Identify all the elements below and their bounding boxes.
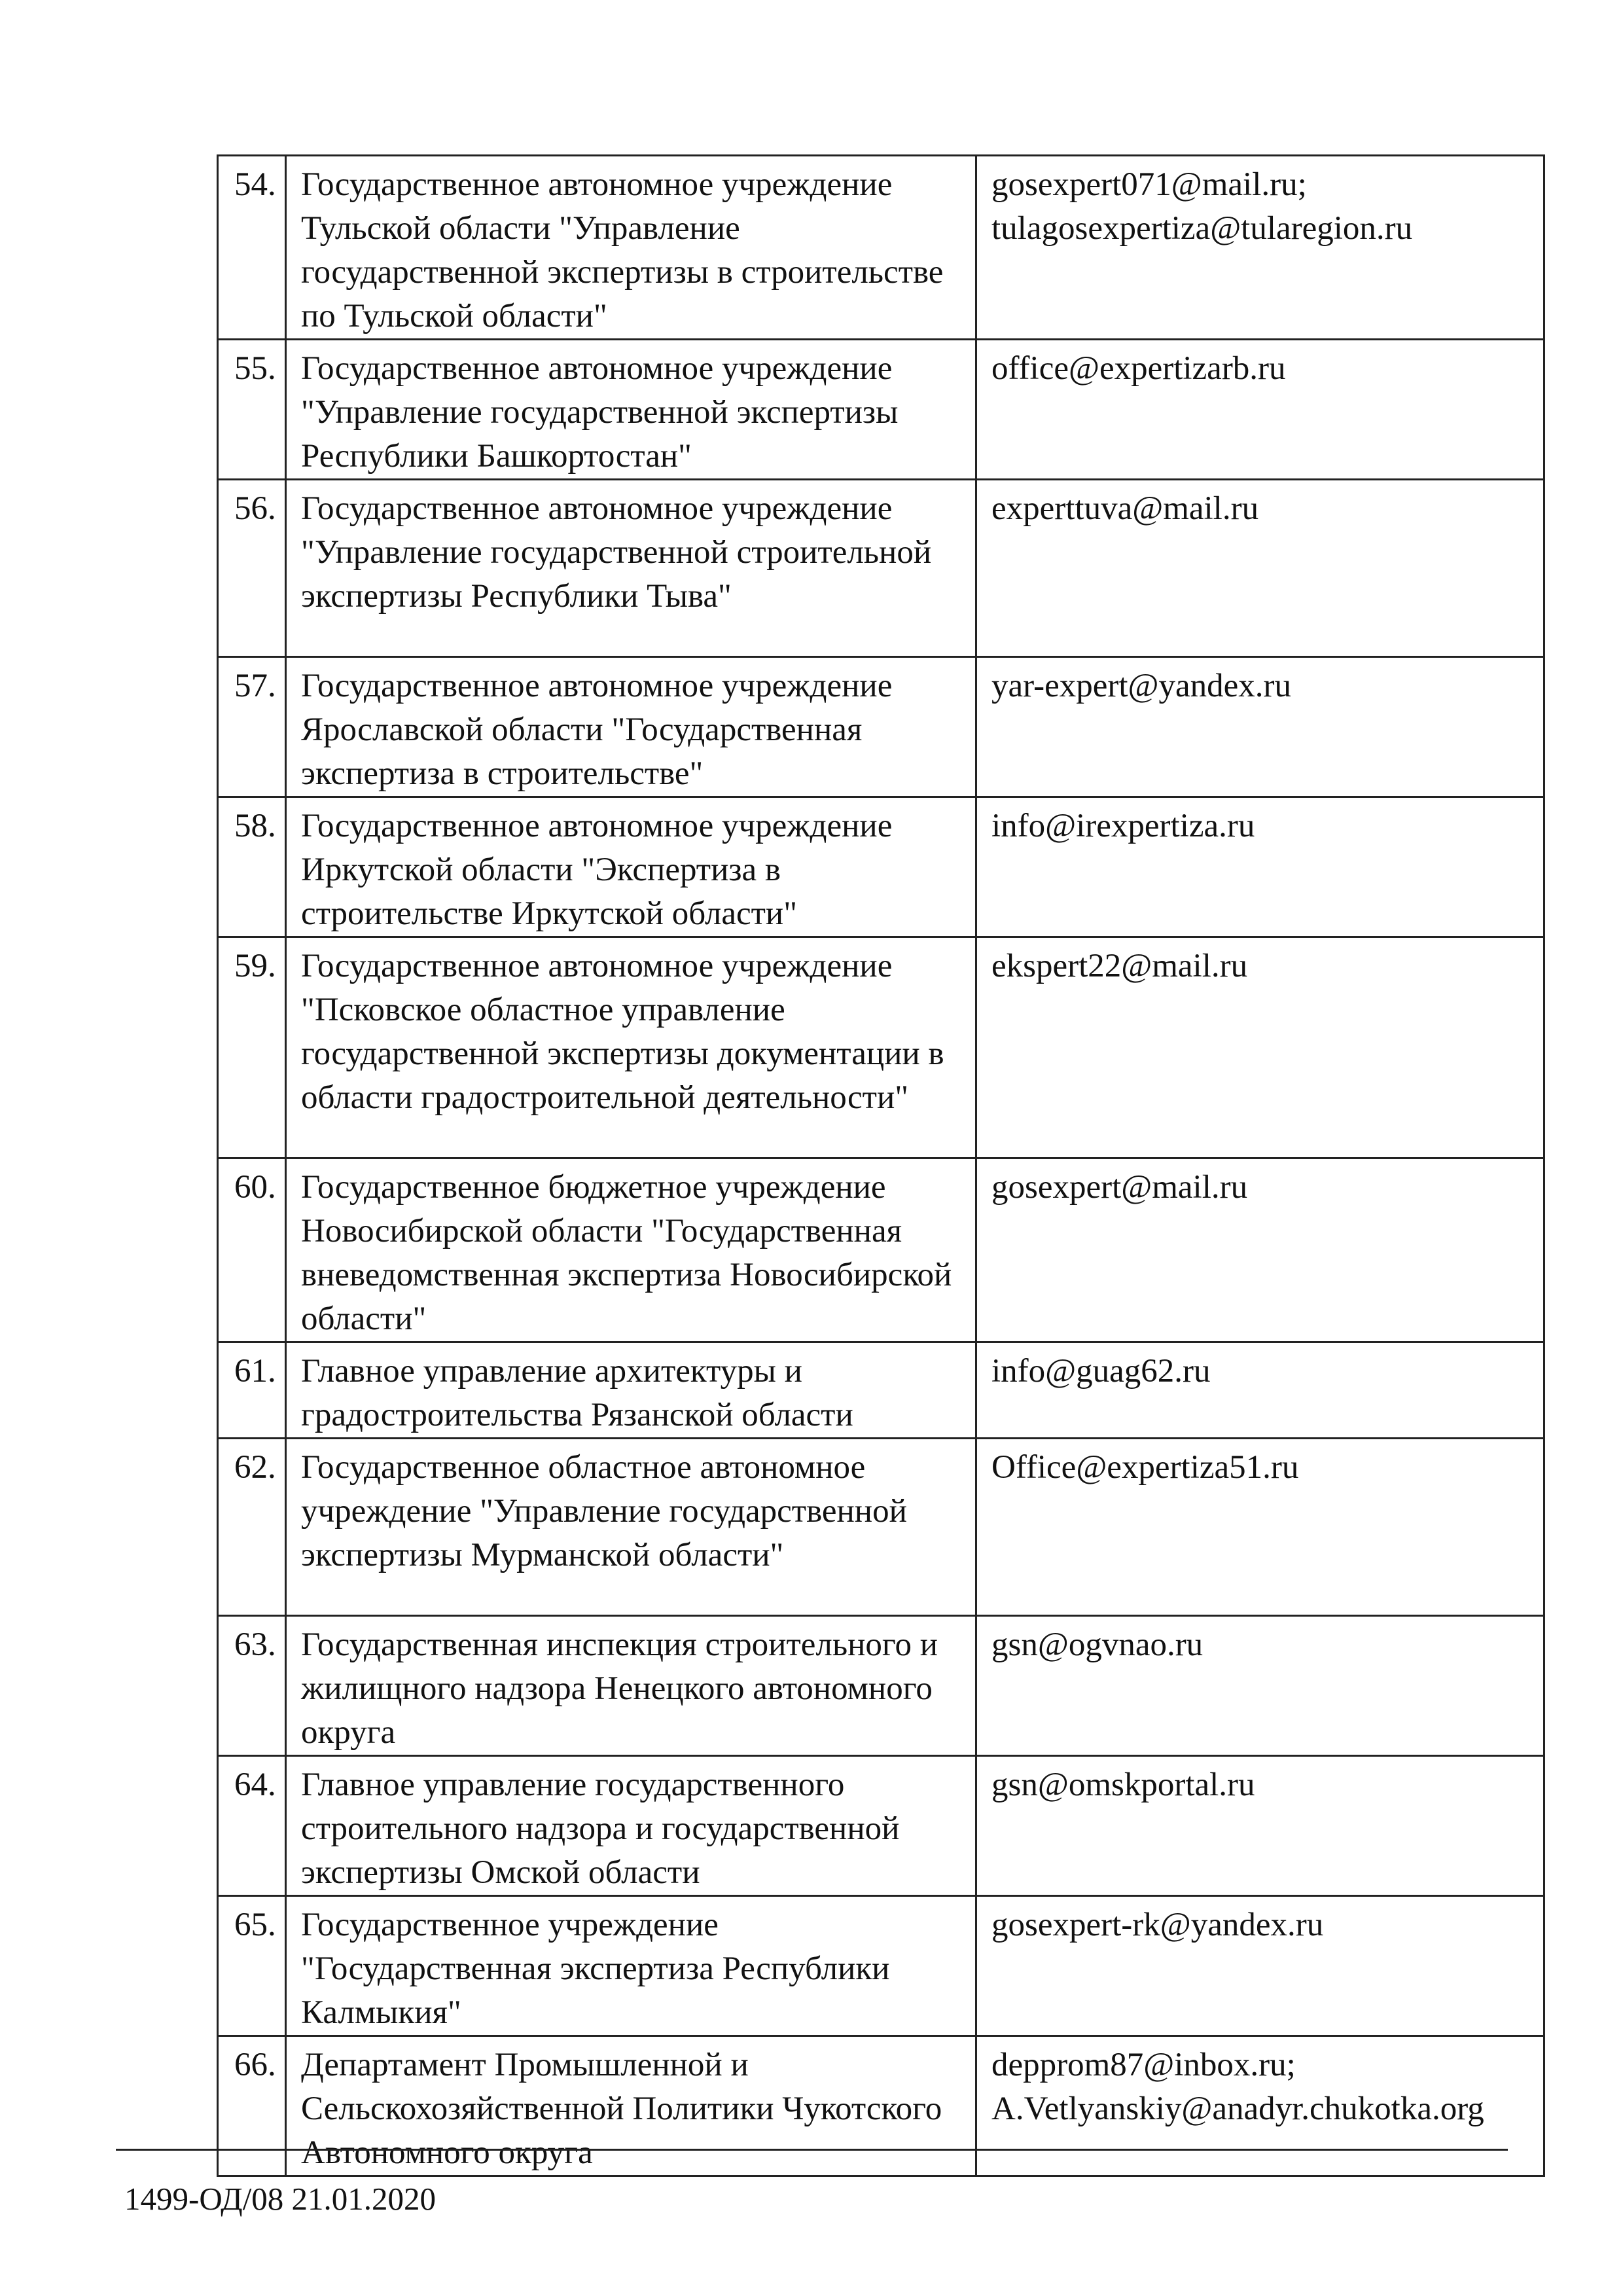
organization-name: Главное управление архитектуры и градостроительства Рязанской области: [286, 1342, 976, 1439]
table-body: [218, 156, 1544, 2176]
document-reference: 1499-ОД/08 21.01.2020: [124, 2181, 437, 2217]
row-number: 55.: [218, 340, 286, 480]
table-row: [218, 1756, 1544, 1896]
row-number: 59.: [218, 937, 286, 1158]
organization-name: Государственное автономное учреждение Иркутской области "Экспертиза в строительстве Иркутской области": [286, 797, 976, 937]
table-row: [218, 1896, 1544, 2036]
organization-name: Государственное автономное учреждение Тульской области "Управление государственной экспертизы в строительстве по Тульской области": [286, 156, 976, 340]
email-cell[interactable]: info@irexpertiza.ru: [976, 797, 1544, 937]
email-cell[interactable]: experttuva@mail.ru: [976, 480, 1544, 657]
table-row: [218, 1342, 1544, 1439]
organization-name: Государственное автономное учреждение Ярославской области "Государственная экспертиза в строительстве": [286, 657, 976, 797]
organization-name: Государственное автономное учреждение "Управление государственной строительной экспертизы Республики Тыва": [286, 480, 976, 657]
email-cell[interactable]: office@expertizarb.ru: [976, 340, 1544, 480]
row-number: 63.: [218, 1616, 286, 1756]
email-cell: [976, 2036, 1544, 2176]
row-number: 58.: [218, 797, 286, 937]
table-row: [218, 1616, 1544, 1756]
table-row: [218, 797, 1544, 937]
table-row: [218, 480, 1544, 657]
email-cell[interactable]: ekspert22@mail.ru: [976, 937, 1544, 1158]
row-number: 66.: [218, 2036, 286, 2176]
row-number: 65.: [218, 1896, 286, 2036]
email-cell[interactable]: gosexpert-rk@yandex.ru: [976, 1896, 1544, 2036]
email-line[interactable]: A.Vetlyanskiy@anadyr.chukotka.org: [991, 2090, 1484, 2127]
email-cell: [976, 156, 1544, 340]
organization-name: Государственное бюджетное учреждение Новосибирской области "Государственная вневедомственная экспертиза Новосибирской области": [286, 1158, 976, 1342]
table-row: [218, 1439, 1544, 1616]
organization-name: Государственное областное автономное учреждение "Управление государственной экспертизы Мурманской области": [286, 1439, 976, 1616]
email-cell[interactable]: yar-expert@yandex.ru: [976, 657, 1544, 797]
organization-name: Государственное автономное учреждение "Управление государственной экспертизы Республики Башкортостан": [286, 340, 976, 480]
email-cell[interactable]: Office@expertiza51.ru: [976, 1439, 1544, 1616]
table-row: [218, 156, 1544, 340]
email-line[interactable]: depprom87@inbox.ru;: [991, 2047, 1296, 2083]
row-number: 57.: [218, 657, 286, 797]
email-cell[interactable]: gsn@omskportal.ru: [976, 1756, 1544, 1896]
organization-name: Главное управление государственного строительного надзора и государственной экспертизы Омской области: [286, 1756, 976, 1896]
email-cell[interactable]: gosexpert@mail.ru: [976, 1158, 1544, 1342]
row-number: 56.: [218, 480, 286, 657]
email-line[interactable]: gosexpert071@mail.ru;: [991, 166, 1307, 203]
footer-divider: [116, 2149, 1508, 2151]
email-cell[interactable]: info@guag62.ru: [976, 1342, 1544, 1439]
organization-name: Государственное автономное учреждение "Псковское областное управление государственной экспертизы документации в области градостроительной деятельности": [286, 937, 976, 1158]
table-row: [218, 937, 1544, 1158]
row-number: 64.: [218, 1756, 286, 1896]
table-row: [218, 340, 1544, 480]
row-number: 54.: [218, 156, 286, 340]
row-number: 61.: [218, 1342, 286, 1439]
table-row: [218, 2036, 1544, 2176]
organizations-table: [217, 154, 1545, 2177]
organization-name: Государственная инспекция строительного и жилищного надзора Ненецкого автономного округа: [286, 1616, 976, 1756]
row-number: 60.: [218, 1158, 286, 1342]
organization-name: Департамент Промышленной и Сельскохозяйственной Политики Чукотского Автономного округа: [286, 2036, 976, 2176]
row-number: 62.: [218, 1439, 286, 1616]
table-row: [218, 657, 1544, 797]
email-line[interactable]: tulagosexpertiza@tularegion.ru: [991, 210, 1413, 247]
email-cell[interactable]: gsn@ogvnao.ru: [976, 1616, 1544, 1756]
organization-name: Государственное учреждение "Государственная экспертиза Республики Калмыкия": [286, 1896, 976, 2036]
table-row: [218, 1158, 1544, 1342]
